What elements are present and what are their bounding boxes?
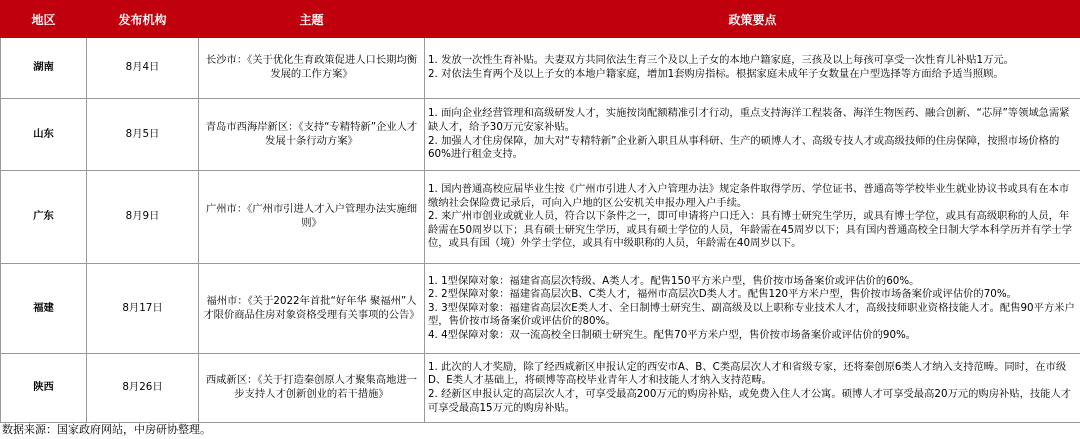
header-agency: 发布机构 [87,1,199,38]
topic-cell: 西咸新区：《关于打造秦创原人才聚集高地进一步支持人才创新创业的若干措施》 [199,354,425,423]
topic-cell: 长沙市：《关于优化生育政策促进人口长期均衡发展的工作方案》 [199,38,425,99]
table-row [1,38,1080,99]
policy-point: 1. 发放一次性生育补贴。夫妻双方共同依法生育三个及以上子女的本地户籍家庭，三孩及以上每孩可享受一次性育儿补贴1万元。 [428,54,1014,67]
table-row [1,354,1080,423]
region-cell: 陕西 [1,354,87,423]
header-topic: 主题 [199,1,425,38]
policy-point: 2. 来广州市创业或就业人员，符合以下条件之一，即可申请将户口迁入：具有博士研究生学历，或具有博士学位，或具有高级职称的人员，年龄需在50周岁以下；具有硕士研究生学历，或具有硕士学位的人员，年龄需在45周岁以下；具有国内普通高校全日制大学本科学历并有学士学位，或具有国（境）外学士学位，或具有中级职称的人员，年龄需在40周岁以下。 [428,210,1073,250]
region-cell: 福建 [1,264,87,354]
policy-point: 1. 国内普通高校应届毕业生按《广州市引进人才入户管理办法》规定条件取得学历、学位证书、普通高等学校毕业生就业协议书或具有在本市缴纳社会保险费记录后，可向入户地的区公安机关申报办理入户手续。 [428,183,1070,209]
region-cell: 广东 [1,171,87,264]
topic-cell: 福州市：《关于2022年首批“好年华 聚福州”人才限价商品住房对象资格受理有关事项的公告》 [199,264,425,354]
topic-cell: 青岛市西海岸新区：《支持“专精特新”企业人才发展十条行动方案》 [199,99,425,171]
table-row [1,171,1080,264]
data-source-note: 数据来源：国家政府网站，中房研协整理。 [2,423,211,436]
policy-points-cell [425,99,1080,171]
table-row [1,264,1080,354]
policy-points-cell [425,264,1080,354]
policy-point: 2. 加强人才住房保障，加大对“专精特新”企业新入职且从事科研、生产的硕博人才、高级专技人才或高级技师的住房保障，按照市场价格的60%进行租金支持。 [428,134,1060,161]
policy-points-cell [425,171,1080,264]
policy-points-cell [425,38,1080,99]
policy-point: 1. 此次的人才奖励，除了经西咸新区申报认定的西安市A、B、C类高层次人才和省级专家，还将秦创原6类人才纳入支持范畴。同时，在市级D、E类人才基础上，将硕博等高校毕业青年人才和技能人才纳入支持范畴。 [428,360,1067,387]
region-cell: 山东 [1,99,87,171]
header-points: 政策要点 [425,1,1080,38]
date-cell: 8月4日 [87,38,199,99]
header-region: 地区 [1,1,87,38]
date-cell: 8月9日 [87,171,199,264]
policy-point: 1. 面向企业经营管理和高级研发人才，实施按岗配额精准引才行动，重点支持海洋工程装备、海洋生物医药、融合创新、“芯屏”等领域急需紧缺人才，给予30万元安家补贴。 [428,107,1070,133]
topic-cell: 广州市：《广州市引进人才入户管理办法实施细则》 [199,171,425,264]
policy-point: 1. 1型保障对象：福建省高层次特级、A类人才。配售150平方米户型，售价按市场备案价或评估价的60%。 [428,274,920,287]
region-cell: 湖南 [1,38,87,99]
policy-points-cell [425,354,1080,423]
policy-point: 4. 4型保障对象：双一流高校全日制硕士研究生。配售70平方米户型，售价按市场备案价或评估价的90%。 [428,328,917,341]
date-cell: 8月5日 [87,99,199,171]
date-cell: 8月26日 [87,354,199,423]
table-header-row [1,1,1080,38]
policy-point: 2. 对依法生育两个及以上子女的本地户籍家庭，增加1套购房指标。根据家庭未成年子女数量在户型选择等方面给予适当照顾。 [428,68,1004,80]
policy-point: 3. 3型保障对象：福建省高层次E类人才、全日制博士研究生、副高级及以上职称专业技术人才，高级技师职业资格技能人才。配售90平方米户型，售价按市场备案价或评估价的80%。 [428,301,1075,328]
table-row [1,99,1080,171]
policy-point: 2. 2型保障对象：福建省高层次B、C类人才，福州市高层次D类人才。配售120平方米户型，售价按市场备案价或评估价的70%。 [428,288,1017,301]
policy-point: 2. 经新区申报认定的高层次人才，可享受最高200万元的购房补贴，或免费入住人才公寓。硕博人才可享受最高20万元的购房补贴，技能人才可享受最高15万元的购房补贴。 [428,388,1072,414]
date-cell: 8月17日 [87,264,199,354]
